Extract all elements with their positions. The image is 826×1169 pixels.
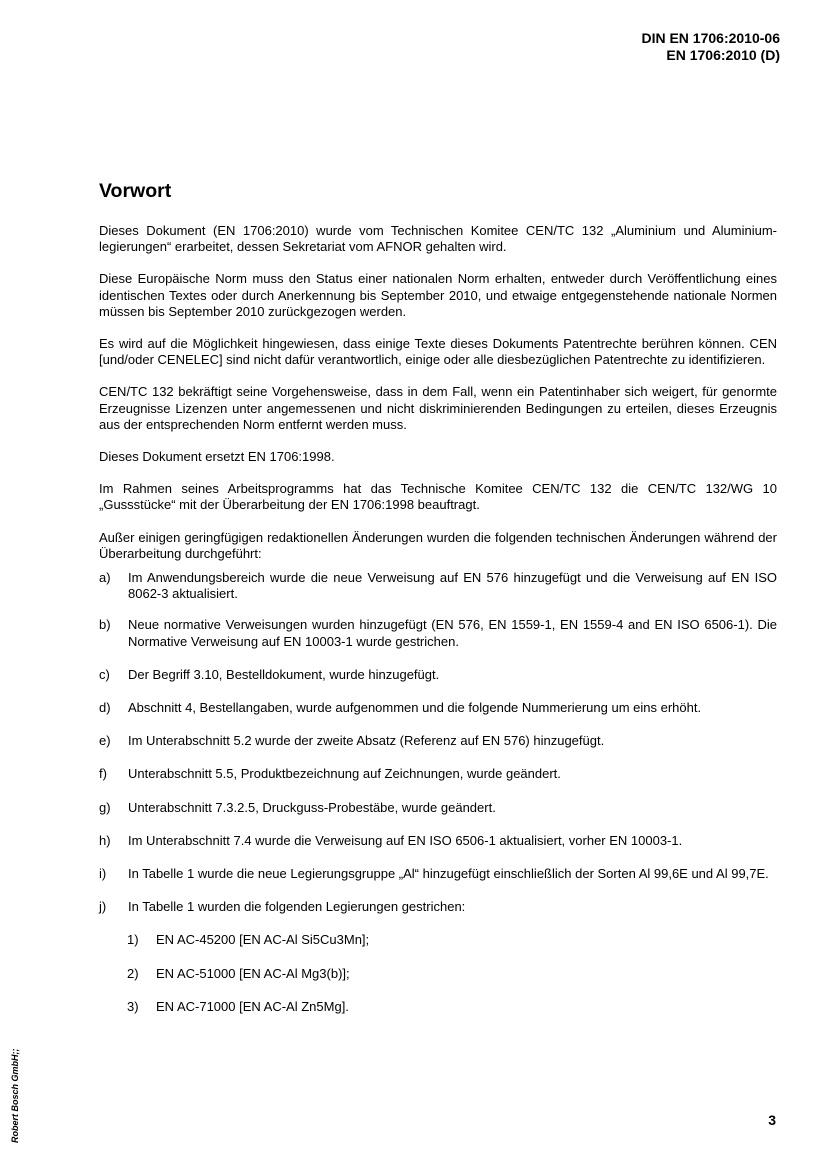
list-item <box>99 766 777 782</box>
list-item <box>99 617 777 649</box>
list-item <box>99 733 777 749</box>
foreword-body <box>99 223 777 1032</box>
list-item-label: b) <box>99 617 111 633</box>
list-item-label: h) <box>99 832 111 848</box>
list-item-label: f) <box>99 766 107 782</box>
list-item-label: g) <box>99 799 111 815</box>
paragraph: CEN/TC 132 bekräftigt seine Vorgehensweise, dass in dem Fall, wenn ein Patentinhaber sich weigert, für genormte Erzeugnisse Lizenzen unter angemessenen und nicht diskriminierenden Bedingungen zu erteilen, dieses Erzeugnis aus der entsprechenden Norm entfernt werden muss. <box>99 384 777 432</box>
list-item-text: Im Anwendungsbereich wurde die neue Verweisung auf EN 576 hinzugefügt und die Verweisung auf EN ISO 8062-3 aktualisiert. <box>128 570 777 602</box>
list-item <box>99 800 777 816</box>
list-item-text: Unterabschnitt 7.3.2.5, Druckguss-Probestäbe, wurde geändert. <box>128 799 496 815</box>
list-item-text: Abschnitt 4, Bestellangaben, wurde aufgenommen und die folgende Nummerierung um eins erhöht. <box>128 700 702 716</box>
list-item-text: Neue normative Verweisungen wurden hinzugefügt (EN 576, EN 1559-1, EN 1559-4 and EN ISO 6506-1). Die Normative Verweisung auf EN 10003-1 wurde gestrichen. <box>128 617 777 649</box>
sub-list-item-text: EN AC-45200 [EN AC-Al Si5Cu3Mn]; <box>156 932 370 948</box>
paragraph: Diese Europäische Norm muss den Status einer nationalen Norm erhalten, entweder durch Veröffentlichung eines identischen Textes oder durch Anerkennung bis September 2010, und etwaige entgegenstehende nationale Normen müssen bis September 2010 zurückgezogen werden. <box>99 271 777 319</box>
list-item-text: Der Begriff 3.10, Bestelldokument, wurde hinzugefügt. <box>128 666 440 682</box>
list-item-text: Im Unterabschnitt 5.2 wurde der zweite Absatz (Referenz auf EN 576) hinzugefügt. <box>128 733 605 749</box>
list-item-text: In Tabelle 1 wurden die folgenden Legierungen gestrichen: <box>128 899 466 915</box>
paragraph: Es wird auf die Möglichkeit hingewiesen, dass einige Texte dieses Dokuments Patentrechte berühren können. CEN [und/oder CENELEC] sind nicht dafür verantwortlich, einige oder alle diesbezüglichen Patentrechte zu identifizieren. <box>99 336 777 368</box>
sub-list-item-label: 3) <box>127 998 139 1014</box>
sub-list-item-label: 1) <box>127 932 139 948</box>
sub-list-item <box>127 932 777 948</box>
list-item <box>99 866 777 882</box>
standard-number-din: DIN EN 1706:2010-06 <box>641 30 780 46</box>
list-item-text: In Tabelle 1 wurde die neue Legierungsgruppe „Al“ hinzugefügt einschließlich der Sorten Al 99,6E und Al 99,7E. <box>128 866 769 882</box>
section-title: Vorwort <box>99 180 172 202</box>
paragraph: Außer einigen geringfügigen redaktionellen Änderungen wurden die folgenden technischen Änderungen während der Überarbeitung durchgeführt: <box>99 529 777 561</box>
paragraph: Im Rahmen seines Arbeitsprogramms hat das Technische Komitee CEN/TC 132 die CEN/TC 132/WG 10 „Gussstücke“ mit der Überarbeitung der EN 1706:1998 beauftragt. <box>99 481 777 513</box>
sub-list-item-label: 2) <box>127 965 139 981</box>
list-item <box>99 570 777 602</box>
list-item <box>99 899 777 915</box>
list-item-label: e) <box>99 733 111 749</box>
list-item-label: d) <box>99 700 111 716</box>
list-item <box>99 700 777 716</box>
list-item-label: i) <box>99 866 107 882</box>
list-item-label: a) <box>99 570 111 586</box>
document-header <box>641 30 780 64</box>
paragraph: Dieses Dokument (EN 1706:2010) wurde vom Technischen Komitee CEN/TC 132 „Aluminium und Aluminium-legierungen“ erarbeitet, dessen Sekretariat vom AFNOR gehalten wird. <box>99 223 777 255</box>
list-item-label: j) <box>99 899 107 915</box>
list-item <box>99 667 777 683</box>
list-item <box>99 833 777 849</box>
list-item-text: Unterabschnitt 5.5, Produktbezeichnung auf Zeichnungen, wurde geändert. <box>128 766 561 782</box>
list-item-text: Im Unterabschnitt 7.4 wurde die Verweisung auf EN ISO 6506-1 aktualisiert, vorher EN 10003-1. <box>128 832 683 848</box>
page-number: 3 <box>768 1112 776 1128</box>
sub-list-item-text: EN AC-71000 [EN AC-Al Zn5Mg]. <box>156 998 349 1014</box>
paragraph: Dieses Dokument ersetzt EN 1706:1998. <box>99 449 335 465</box>
sub-list-item-text: EN AC-51000 [EN AC-Al Mg3(b)]; <box>156 965 350 981</box>
side-watermark-text: Robert Bosch GmbH;; <box>10 1048 20 1143</box>
standard-number-en: EN 1706:2010 (D) <box>666 47 780 63</box>
list-item-label: c) <box>99 666 110 682</box>
sub-list-item <box>127 999 777 1015</box>
sub-list-item <box>127 966 777 982</box>
